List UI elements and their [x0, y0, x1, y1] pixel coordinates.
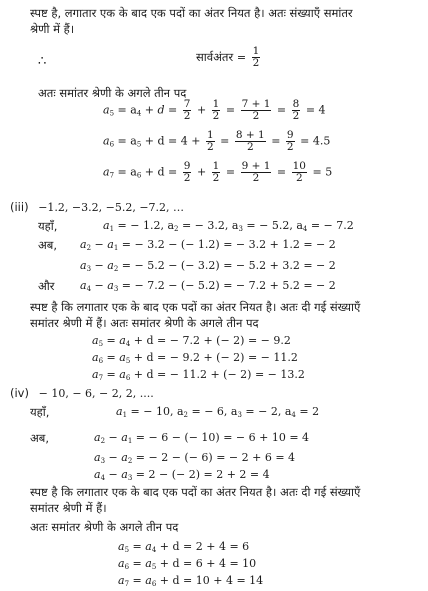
eq-a5: $a_5 = a_4 + d$ = $\frac{7}{2}$ + $\frac{1}{2}$ = $\frac{7 + 1}{2}$ = $\frac{8}{2}$ = 4 [103, 98, 326, 122]
part-iii-label: (iii) [10, 200, 29, 214]
eq-a7: $a_7 = a_6 + d$ = $\frac{9}{2}$ + $\frac{1}{2}$ = $\frac{9 + 1}{2}$ = $\frac{10}{2}$ = 5 [103, 160, 333, 184]
here-label-iv: यहाँ, [30, 405, 50, 419]
therefore-symbol: ∴ [38, 54, 47, 69]
para-1-line-2: श्रेणी में हैं। [30, 22, 75, 36]
next-terms-heading-1: अतः समांतर श्रेणी के अगले तीन पद [38, 86, 187, 100]
iv-a6: $a_6 = a_5 + d = 6 + 4 = 10$ [118, 557, 257, 571]
part-iii-sequence: −1.2, −3.2, −5.2, −7.2, … [38, 201, 185, 214]
iv-diff-3: $a_4 - a_3 = 2$ − (− 2) = 2 + 2 = 4 [94, 468, 270, 482]
para-2-line-2: समांतर श्रेणी में हैं। अतः समांतर श्रेणी के अगले तीन पद [30, 316, 259, 330]
iii-a5: $a_5 = a_4 + d$ = − 7.2 + (− 2) = − 9.2 [92, 334, 291, 348]
here-label-iii: यहाँ, [38, 219, 58, 233]
part-iv-label: (iv) [10, 386, 29, 400]
iii-diff-3: $a_4 - a_3$ = − 7.2 − (− 5.2) = − 7.2 + 5.2 = − 2 [80, 279, 336, 293]
eq-a6: $a_6 = a_5 + d = 4$ + $\frac{1}{2}$ = $\frac{8 + 1}{2}$ = $\frac{9}{2}$ = 4.5 [103, 129, 331, 153]
para-3-line-1: स्पष्ट है कि लगातार एक के बाद एक पदों का अंतर नियत है। अतः दी गई संख्याएँ [30, 485, 361, 499]
fraction: $\frac{1}{2}$ [252, 45, 260, 69]
iii-a7: $a_7 = a_6 + d$ = − 11.2 + (− 2) = − 13.2 [92, 368, 305, 382]
part-iv-sequence: − 10, − 6, − 2, 2, .... [38, 387, 154, 400]
and-label-iii: और [38, 279, 55, 293]
next-terms-heading-2: अतः समांतर श्रेणी के अगले तीन पद [30, 520, 179, 534]
part-iv [10, 386, 154, 401]
para-3-line-2: समांतर श्रेणी में हैं। [30, 501, 107, 515]
iv-given: $a_1$ = − 10, $a_2$ = − 6, $a_3$ = − 2, $a_4 = 2$ [116, 405, 320, 419]
para-2-line-1: स्पष्ट है कि लगातार एक के बाद एक पदों का अंतर नियत है। अतः दी गई संख्याएँ [30, 300, 361, 314]
part-iii [10, 200, 184, 215]
common-difference: सार्वअंतर = $\frac{1}{2}$ [196, 45, 260, 69]
iii-given: $a_1$ = − 1.2, $a_2$ = − 3.2, $a_3$ = − 5.2, $a_4$ = − 7.2 [103, 219, 354, 233]
iii-diff-2: $a_3 - a_2$ = − 5.2 − (− 3.2) = − 5.2 + 3.2 = − 2 [80, 259, 336, 273]
iv-a7: $a_7 = a_6 + d = 10 + 4 = 14$ [118, 574, 264, 588]
now-label-iv: अब, [30, 431, 50, 445]
iii-diff-1: $a_2 - a_1$ = − 3.2 − (− 1.2) = − 3.2 + 1.2 = − 2 [80, 238, 336, 252]
iii-a6: $a_6 = a_5 + d$ = − 9.2 + (− 2) = − 11.2 [92, 351, 298, 365]
para-1-line-1: स्पष्ट है, लगातार एक के बाद एक पदों का अंतर नियत है। अतः संख्याएँ समांतर [30, 6, 353, 20]
iv-a5: $a_5 = a_4 + d = 2 + 4 = 6$ [118, 540, 250, 554]
now-label-iii: अब, [38, 238, 58, 252]
common-difference-label: सार्वअंतर [196, 50, 234, 64]
iv-diff-2: $a_3 - a_2$ = − 2 − (− 6) = − 2 + 6 = 4 [94, 451, 296, 465]
iv-diff-1: $a_2 - a_1$ = − 6 − (− 10) = − 6 + 10 = 4 [94, 431, 310, 445]
